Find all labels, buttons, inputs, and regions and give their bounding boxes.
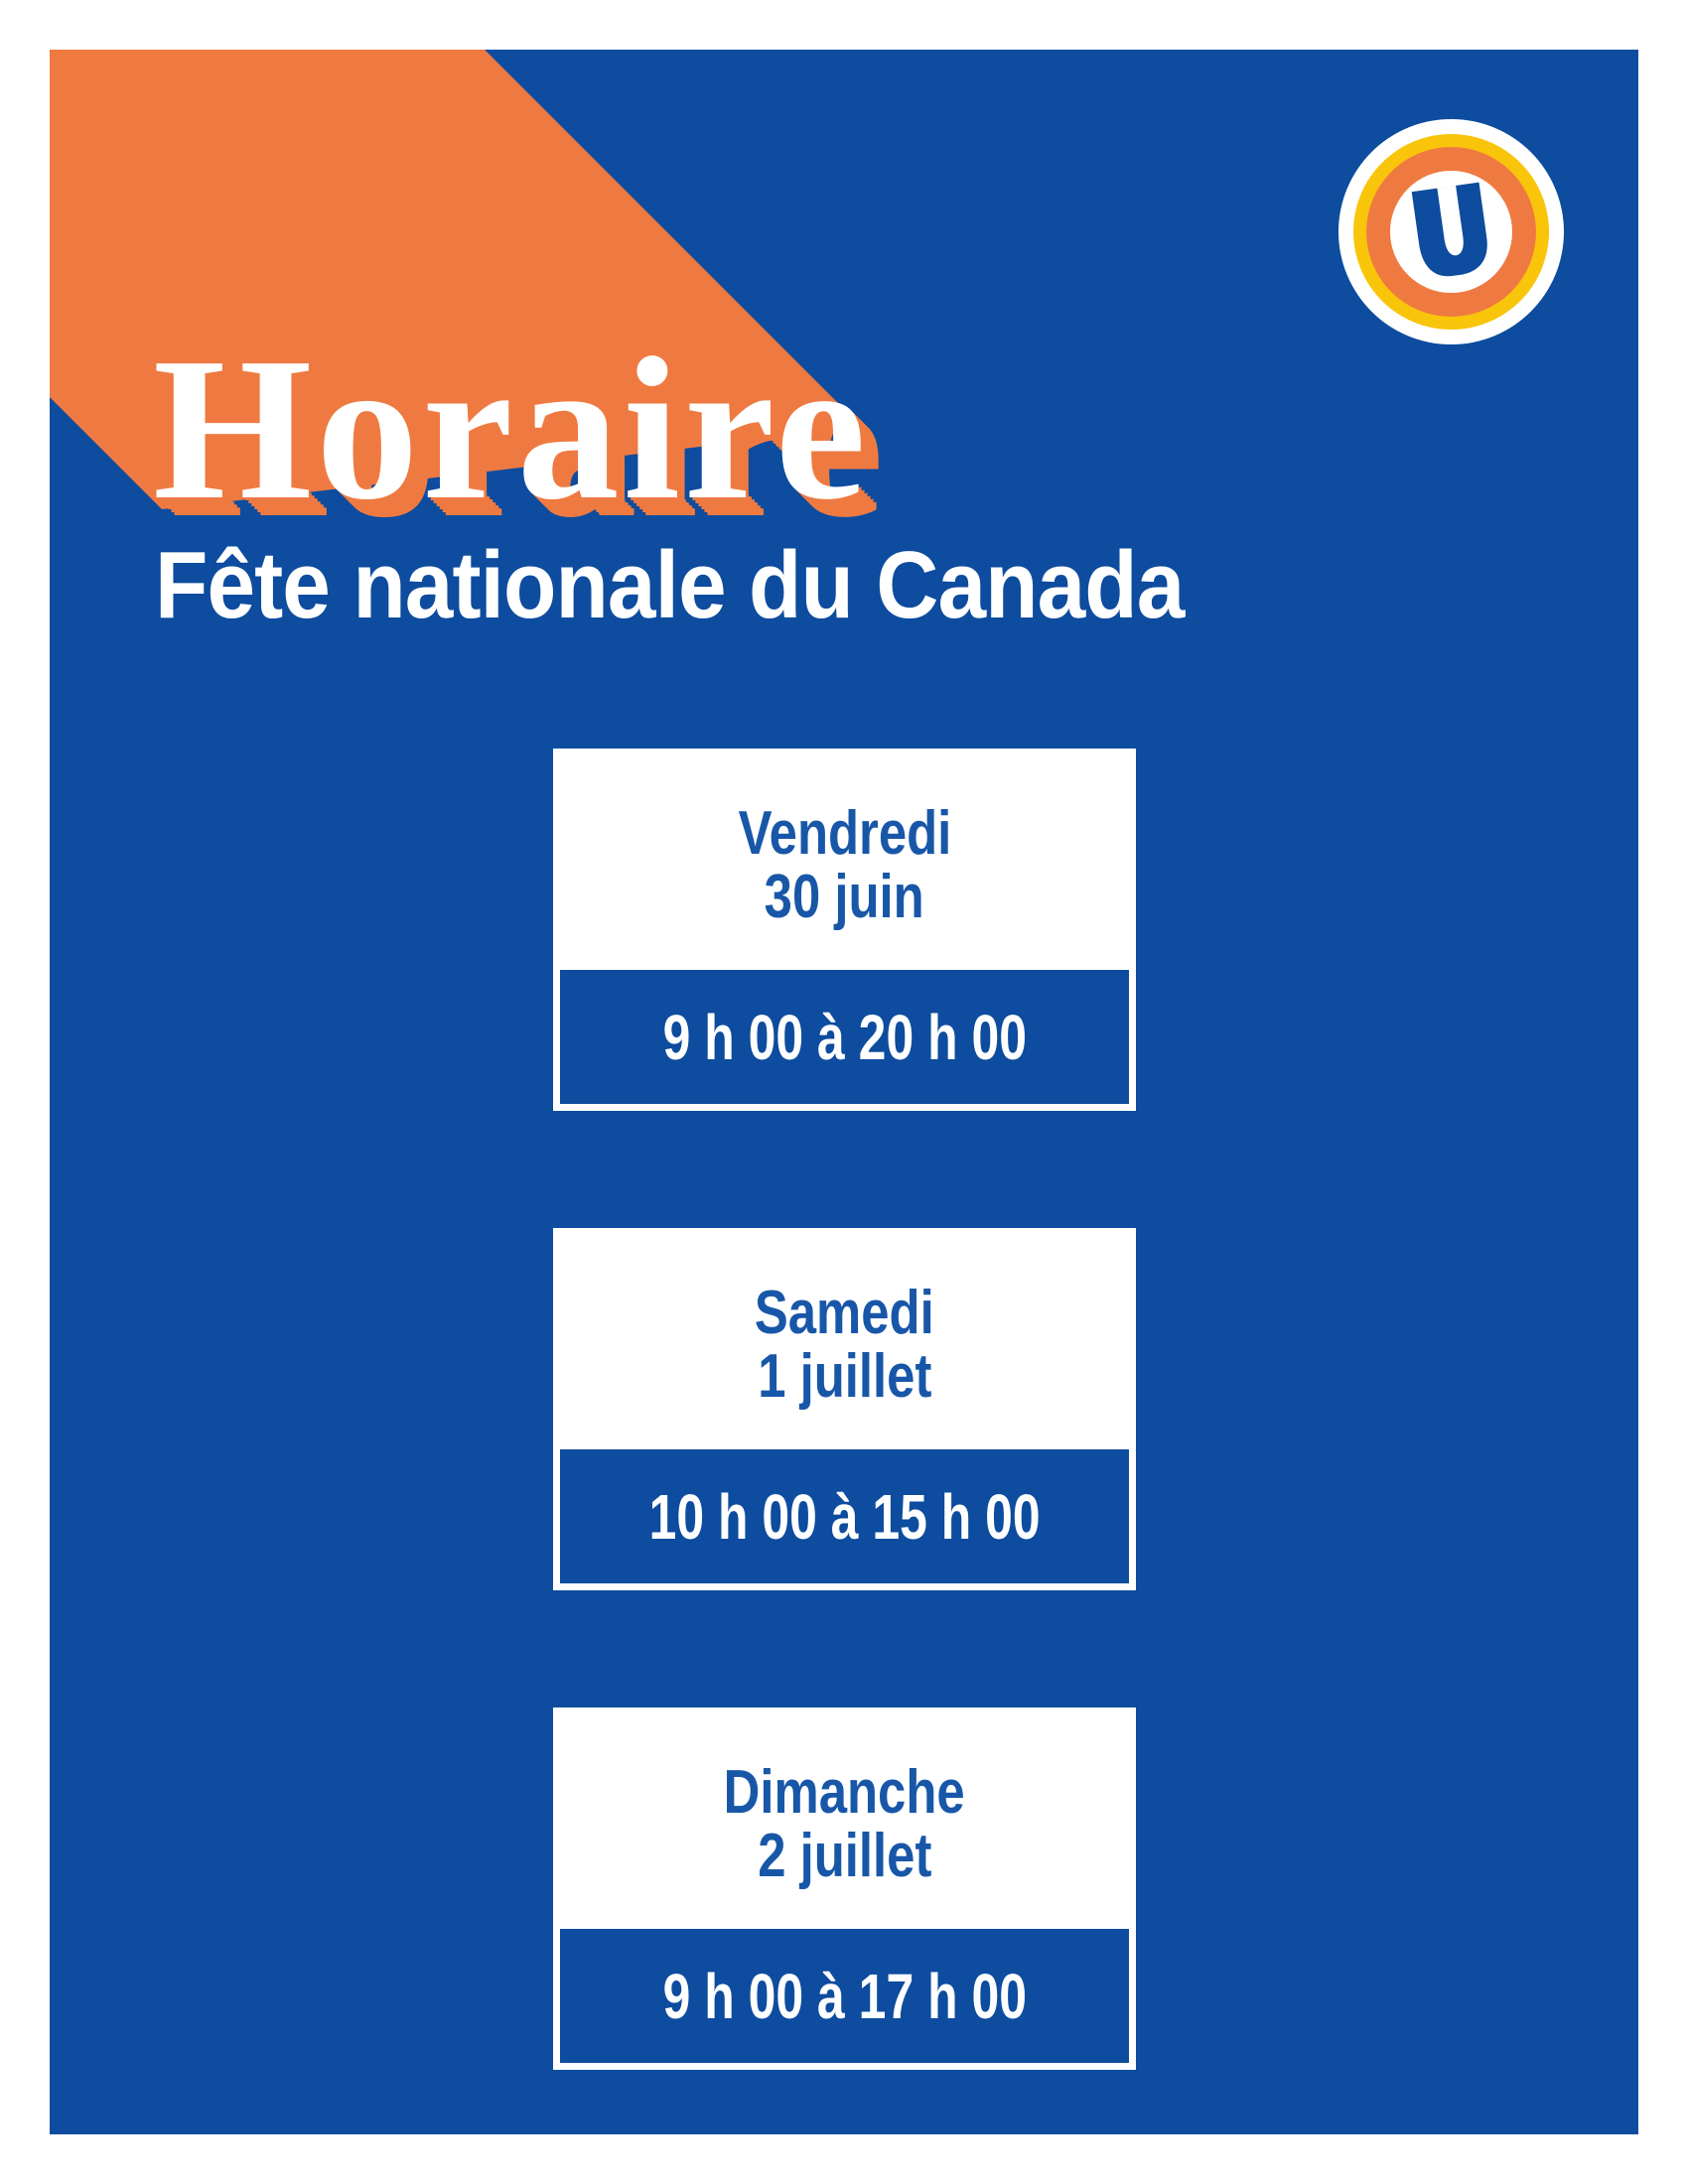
hours-label: 10 h 00 à 15 h 00 <box>648 1480 1041 1553</box>
hours-label: 9 h 00 à 17 h 00 <box>662 1960 1027 2032</box>
hours-strip <box>560 970 1129 1104</box>
day-label: Dimanche <box>723 1758 965 1827</box>
schedule-card <box>553 1228 1136 1590</box>
poster-subtitle: Fête nationale du Canada <box>155 532 1185 638</box>
hours-label: 9 h 00 à 20 h 00 <box>662 1001 1027 1073</box>
day-label: Vendredi <box>738 799 951 868</box>
schedule-card <box>553 749 1136 1111</box>
logo-inner-disc <box>1390 171 1512 293</box>
card-day-section <box>553 749 1136 970</box>
card-day-section <box>553 1228 1136 1449</box>
hours-strip <box>560 1929 1129 2063</box>
poster-title: Horaire <box>153 315 871 542</box>
hours-strip <box>560 1449 1129 1583</box>
uniprix-logo <box>1338 119 1564 344</box>
u-mark-icon <box>1385 166 1517 298</box>
date-label: 2 juillet <box>757 1822 932 1890</box>
date-label: 1 juillet <box>757 1342 932 1411</box>
day-label: Samedi <box>755 1279 934 1347</box>
poster-background <box>50 50 1638 2134</box>
date-label: 30 juin <box>764 863 925 931</box>
card-day-section <box>553 1707 1136 1929</box>
schedule-card <box>553 1707 1136 2070</box>
